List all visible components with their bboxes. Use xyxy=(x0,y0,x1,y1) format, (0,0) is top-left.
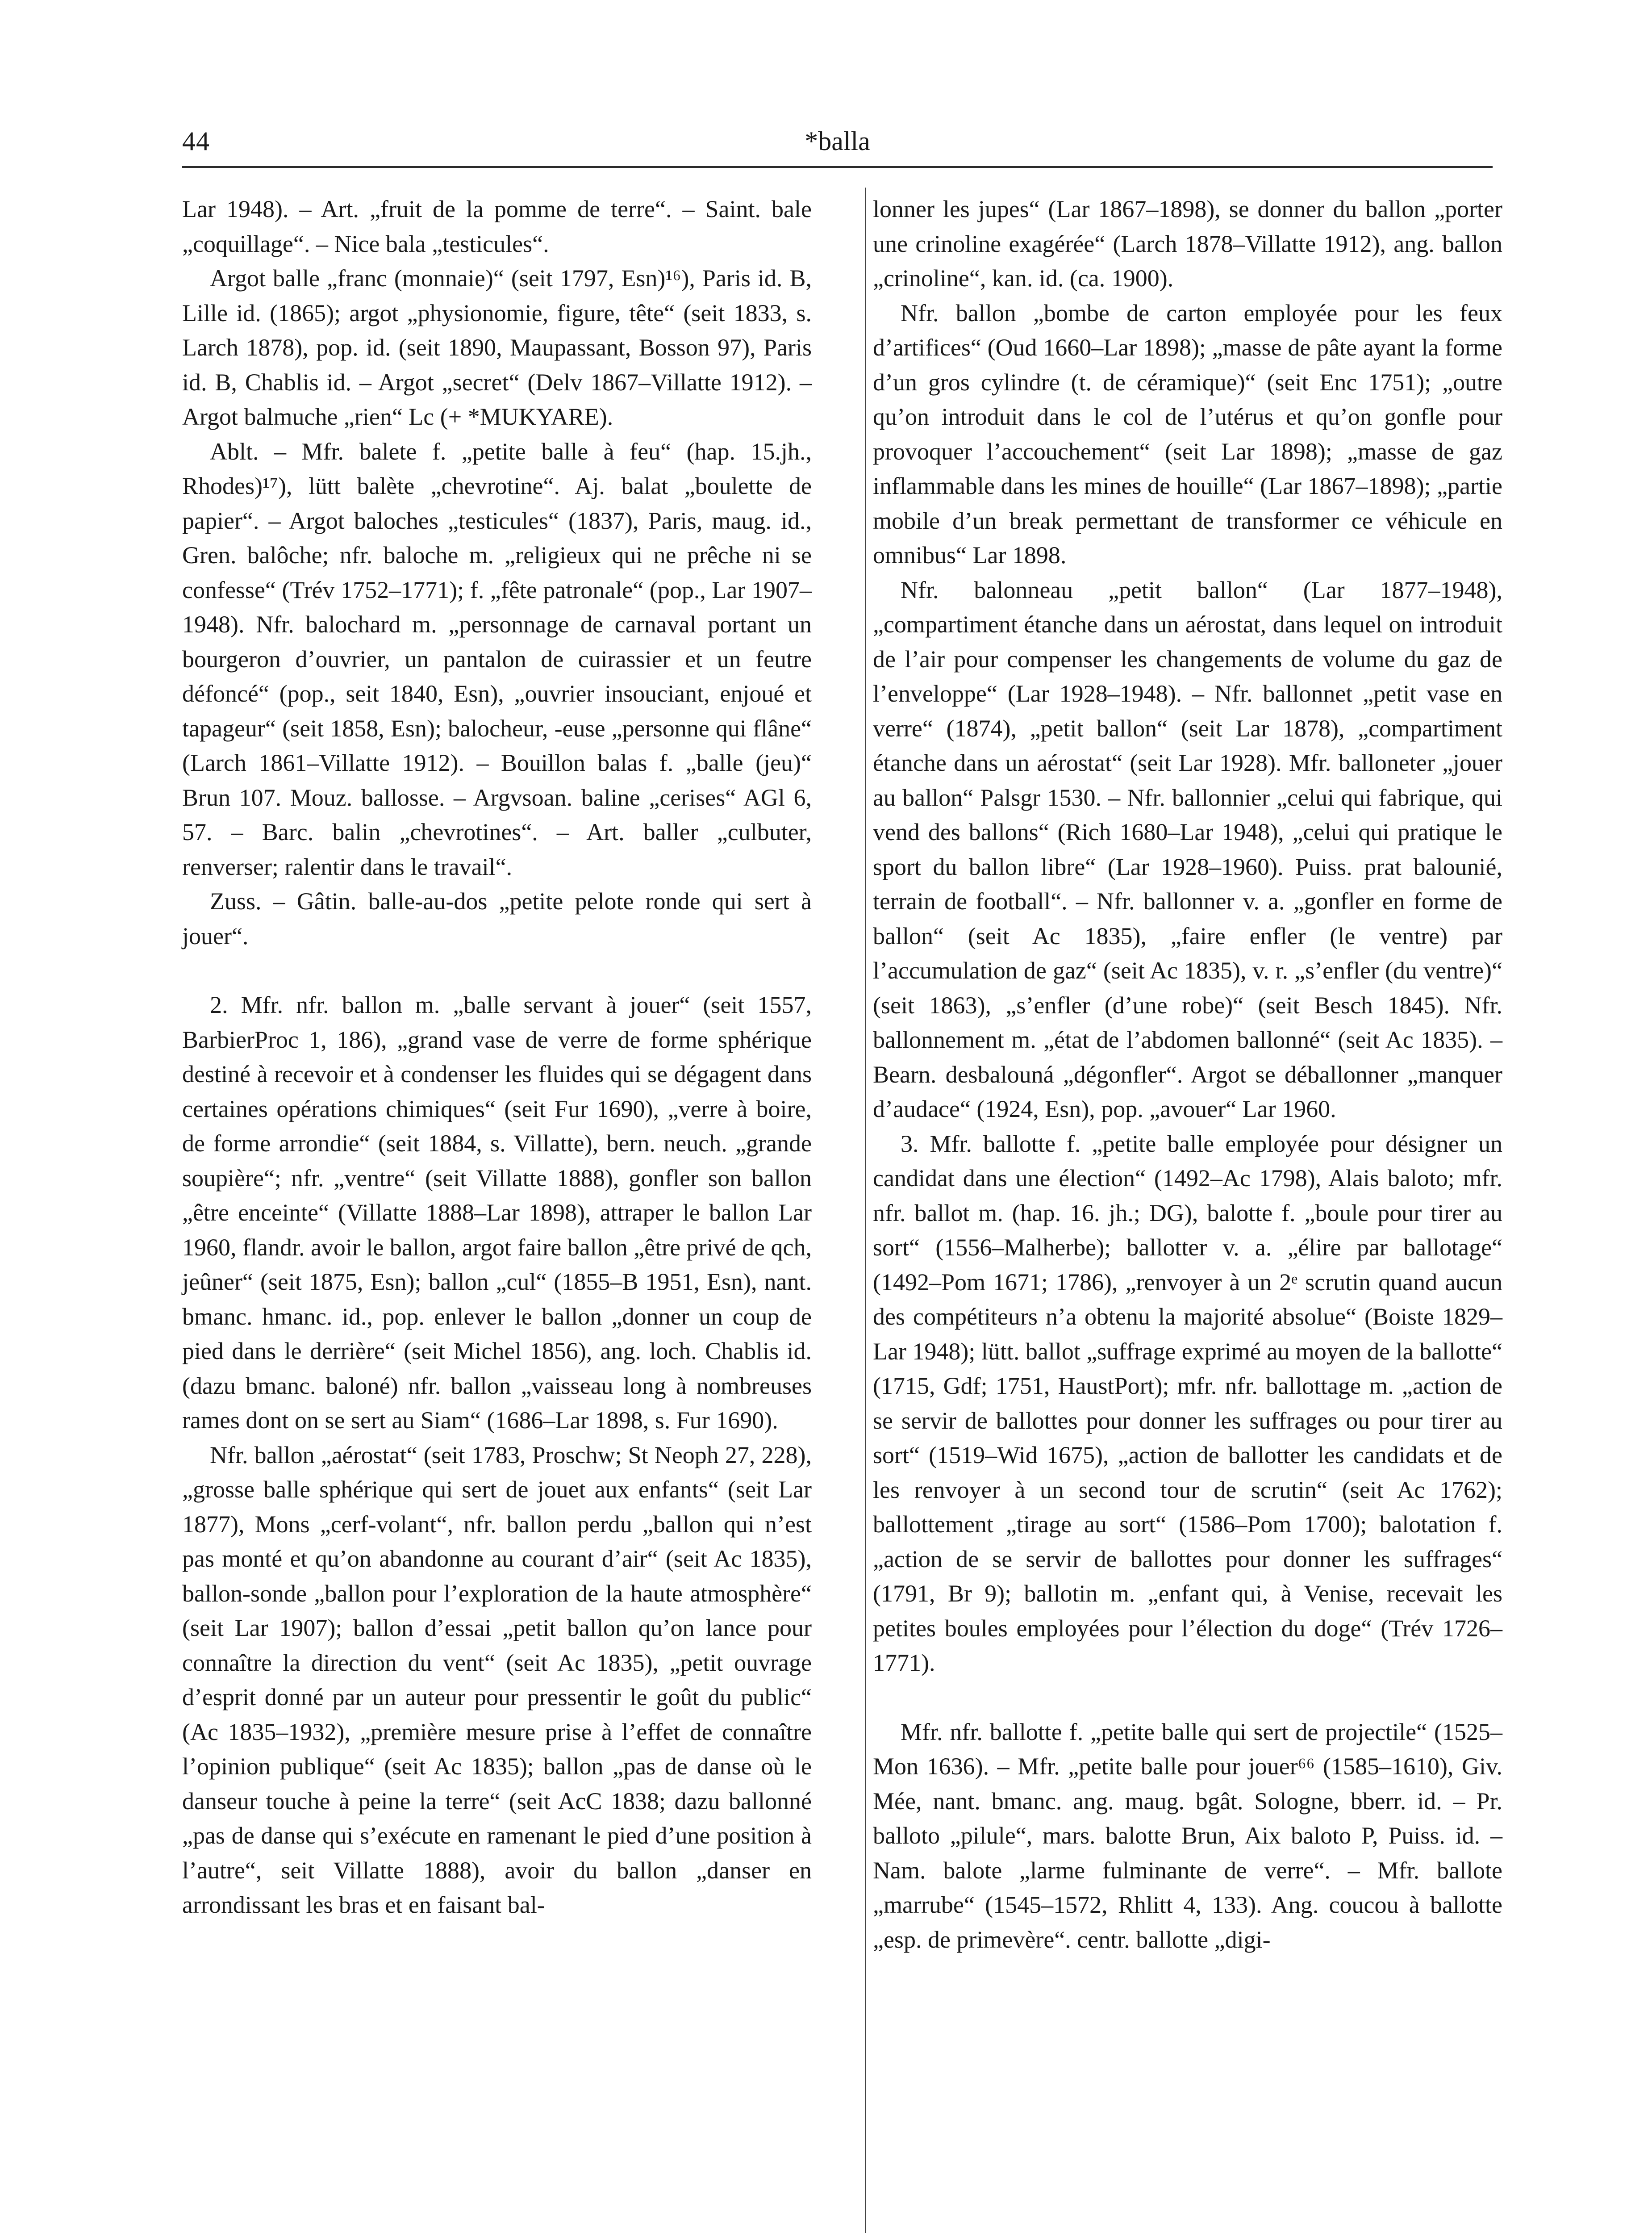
dictionary-paragraph: Mfr. nfr. ballotte f. „petite balle qui sert de projectile“ (1525–Mon 1636). – Mfr. „petite balle pour jouer⁶⁶ (1585–1610), Giv. Mée, nant. bmanc. ang. maug. bgât. Sologne, bberr. id. – Pr. balloto „pilule“, mars. balotte Brun, Aix baloto P, Puiss. id. – Nam. balote „larme fulminante de verre“. – Mfr. ballote „marrube“ (1545–1572, Rhlitt 4, 133). Ang. coucou à ballotte „esp. de primevère“. centr. ballotte „digi- xyxy=(873,1718,1502,1953)
dictionary-paragraph: 3. Mfr. ballotte f. „petite balle employée pour désigner un candidat dans une élection“ (1492–Ac 1798), Alais baloto; mfr. nfr. ballot m. (hap. 16. jh.; DG), balotte f. „boule pour tirer au sort“ (1556–Malherbe); ballotter v. a. „élire par ballotage“ (1492–Pom 1671; 1786), „renvoyer à un 2ᵉ scrutin quand aucun des compétiteurs n’a obtenu la majorité absolue“ (Boiste 1829–Lar 1948); lütt. ballot „suffrage exprimé au moyen de la ballotte“ (1715, Gdf; 1751, HaustPort); mfr. nfr. ballottage m. „action de se servir de ballottes pour donner les suffrages ou pour tirer au sort“ (1519–Wid 1675), „action de ballotter les candidats et de les renvoyer à un second tour de scrutin“ (seit Ac 1762); ballottement „tirage au sort“ (1586–Pom 1700); balotation f. „action de se servir de ballottes pour donner les suffrages“ (1791, Br 9); ballotin m. „enfant qui, à Venise, recevait les petites boules employées pour l’élection du doge“ (Trév 1726–1771). xyxy=(873,1130,1503,1676)
left-column xyxy=(182,192,812,1923)
page-number: 44 xyxy=(182,126,210,156)
paragraph-gap xyxy=(182,953,812,988)
dictionary-paragraph: Nfr. balonneau „petit ballon“ (Lar 1877–1948), „compartiment étanche dans un aérostat, dans lequel on introduit de l’air pour compenser les changements de volume du gaz de l’enveloppe“ (Lar 1928–1948). – Nfr. ballonnet „petit vase en verre“ (1874), „petit ballon“ (seit Lar 1878), „compartiment étanche dans un aérostat“ (seit Lar 1928). Mfr. balloneter „jouer au ballon“ Palsgr 1530. – Nfr. ballonnier „celui qui fabrique, qui vend des ballons“ (Rich 1680–Lar 1948), „celui qui pratique le sport du ballon libre“ (Lar 1928–1960). Puiss. prat balounié, terrain de football“. – Nfr. ballonner v. a. „gonfler en forme de ballon“ (seit Ac 1835), „faire enfler (le ventre) par l’accumulation de gaz“ (seit Ac 1835), v. r. „s’enfler (du ventre)“ (seit 1863), „s’enfler (d’une robe)“ (seit Besch 1845). Nfr. ballonnement m. „état de l’abdomen ballonné“ (seit Ac 1835). – Bearn. desbalouná „dégonfler“. Argot se déballonner „manquer d’audace“ (1924, Esn), pop. „avouer“ Lar 1960. xyxy=(873,576,1502,1122)
dictionary-paragraph: Ablt. – Mfr. balete f. „petite balle à feu“ (hap. 15.jh., Rhodes)¹⁷), lütt balète „chevrotine“. Aj. balat „boulette de papier“. – Argot baloches „testicules“ (1837), Paris, maug. id., Gren. balôche; nfr. baloche m. „religieux qui ne prêche ni se confesse“ (Trév 1752–1771); f. „fête patronale“ (pop., Lar 1907–1948). Nfr. balochard m. „personnage de carnaval portant un bourgeron d’ouvrier, un pantalon de cuirassier et un feutre défoncé“ (pop., seit 1840, Esn), „ouvrier insouciant, enjoué et tapageur“ (seit 1858, Esn); balocheur, -euse „personne qui flâne“ (Larch 1861–Villatte 1912). – Bouillon balas f. „balle (jeu)“ Brun 107. Mouz. ballosse. – Argvsoan. baline „cerises“ AGl 6, 57. – Barc. balin „chevrotines“. – Art. baller „culbuter, renverser; ralentir dans le travail“. xyxy=(182,438,812,880)
column-divider xyxy=(865,188,866,2233)
dictionary-paragraph: Zuss. – Gâtin. balle-au-dos „petite pelote ronde qui sert à jouer“. xyxy=(182,888,812,949)
running-head: *balla xyxy=(805,126,870,156)
page-header xyxy=(182,121,1493,162)
dictionary-paragraph: Argot balle „franc (monnaie)“ (seit 1797, Esn)¹⁶), Paris id. B, Lille id. (1865); argot „physionomie, figure, tête“ (seit 1833, s. Larch 1878), pop. id. (seit 1890, Maupassant, Bosson 97), Paris id. B, Chablis id. – Argot „secret“ (Delv 1867–Villatte 1912). – Argot balmuche „rien“ Lc (+ *MUKYARE). xyxy=(182,265,812,430)
dictionary-paragraph: Lar 1948). – Art. „fruit de la pomme de terre“. – Saint. bale „coquillage“. – Nice bala „testicules“. xyxy=(182,196,812,257)
dictionary-paragraph: Nfr. ballon „bombe de carton employée pour les feux d’artifices“ (Oud 1660–Lar 1898); „masse de pâte ayant la forme d’un gros cylindre (t. de céramique)“ (seit Enc 1751); „outre qu’on introduit dans le col de l’utérus et qu’on gonfle pour provoquer l’accouchement“ (seit Lar 1898); „masse de gaz inflammable dans les mines de houille“ (Lar 1867–1898); „partie mobile d’un break permettant de transformer ce véhicule en omnibus“ Lar 1898. xyxy=(873,299,1502,569)
right-column xyxy=(873,192,1502,1957)
header-rule xyxy=(182,166,1493,168)
paragraph-gap xyxy=(873,1681,1502,1715)
dictionary-paragraph: lonner les jupes“ (Lar 1867–1898), se donner du ballon „porter une crinoline exagérée“ (Larch 1878–Villatte 1912), ang. ballon „crinoline“, kan. id. (ca. 1900). xyxy=(873,196,1502,292)
dictionary-paragraph: 2. Mfr. nfr. ballon m. „balle servant à jouer“ (seit 1557, BarbierProc 1, 186), „grand vase de verre de forme sphérique destiné à recevoir et à condenser les fluides qui se dégagent dans certaines opérations chimiques“ (seit Fur 1690), „verre à boire, de forme arrondie“ (seit 1884, s. Villatte), bern. neuch. „grande soupière“; nfr. „ventre“ (seit Villatte 1888), gonfler son ballon „être enceinte“ (Villatte 1888–Lar 1898), attraper le ballon Lar 1960, flandr. avoir le ballon, argot faire ballon „être privé de qch, jeûner“ (seit 1875, Esn); ballon „cul“ (1855–B 1951, Esn), nant. bmanc. hmanc. id., pop. enlever le ballon „donner un coup de pied dans le derrière“ (seit Michel 1856), ang. loch. Chablis id. (dazu bmanc. baloné) nfr. ballon „vaisseau long à nombreuses rames dont on se sert au Siam“ (1686–Lar 1898, s. Fur 1690). xyxy=(182,991,812,1434)
dictionary-paragraph: Nfr. ballon „aérostat“ (seit 1783, Proschw; St Neoph 27, 228), „grosse balle sphérique qui sert de jouet aux enfants“ (seit Lar 1877), Mons „cerf-volant“, nfr. ballon perdu „ballon qui n’est pas monté et qu’on abandonne au courant d’air“ (seit Ac 1835), ballon-sonde „ballon pour l’exploration de la haute atmosphère“ (seit Lar 1907); ballon d’essai „petit ballon qu’on lance pour connaître la direction du vent“ (seit Ac 1835), „petit ouvrage d’esprit donné par un auteur pour pressentir le goût du public“ (Ac 1835–1932), „première mesure prise à l’effet de connaître l’opinion publique“ (seit Ac 1835); ballon „pas de danse où le danseur touche à peine la terre“ (seit AcC 1838; dazu ballonné „pas de danse qui s’exécute en ramenant le pied d’une position à l’autre“, seit Villatte 1888), avoir du ballon „danser en arrondissant les bras et en faisant bal- xyxy=(182,1441,812,1918)
